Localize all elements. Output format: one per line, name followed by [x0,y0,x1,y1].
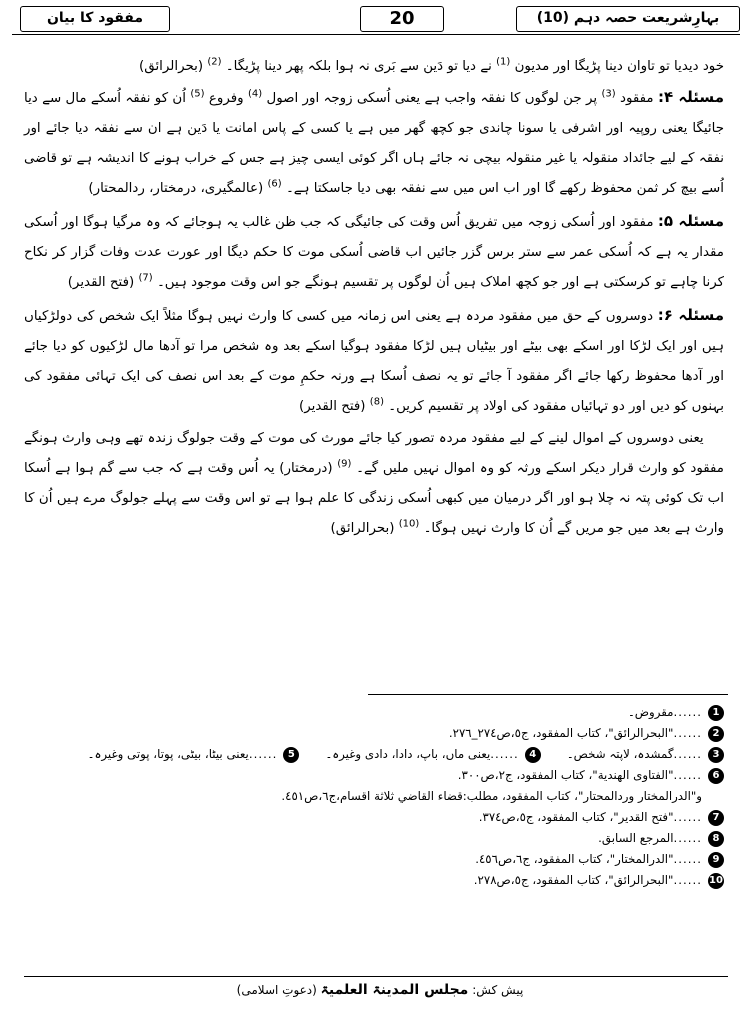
footnote-number[interactable]: 10 [708,873,724,889]
footnote-text: "الفتاوى الهندية"، كتاب المفقود، ج٢،ص٣٠٠. [457,768,674,782]
footnote-number[interactable]: 3 [708,747,724,763]
masala-4 [24,82,724,204]
source-citation: (بحرالرائق) [330,521,395,536]
book-title: بہارِشریعت حصہ دہم (10) [516,6,740,32]
footnote-5 [88,744,300,765]
footnote-8 [24,828,724,849]
footnote-ref[interactable]: (7) [138,272,153,284]
footnote-ref[interactable]: (1) [496,56,511,68]
explanation-paragraph [24,424,724,544]
footnote-divider [368,694,728,695]
chapter-title: مفقود کا بیان [20,6,170,32]
publisher-name: مجلس المدینۃ العلمیۃ [320,982,469,998]
page-footer [230,978,530,1004]
footnote-ref[interactable]: (3) [601,88,616,100]
leader-dots: ...... [248,747,278,761]
footnote-3 [567,744,724,765]
text: یہ اُس وقت ہے کہ جب سے گم ہوا ہے اُسکا اب تک کوئی پتہ نہ چلا ہو اور اگر درمیان میں کبھی اُسکی زندگی کا علم ہوا ہے تو اس وقت سے پہلے جولوگ مرے ہیں اُن کا وارث ہے بعد میں جو مریں گے اُن کا وارث نہیں ہوگا۔ [24,461,724,536]
footnote-text: "البحرالرائق"، كتاب المفقود، ج٥،ص٢٧٨. [473,873,674,887]
leader-dots: ...... [673,810,702,824]
footnote-ref[interactable]: (5) [190,88,205,100]
header-divider [12,34,740,35]
source-citation: (عالمگیری، درمختار، ردالمحتار) [88,181,264,196]
footnote-ref[interactable]: (10) [398,518,420,530]
leader-dots: ...... [673,831,702,845]
footnote-text: مقروض۔ [627,705,674,719]
footnote-number[interactable]: 4 [525,747,541,763]
masala-label: مسئلہ ۵: [657,212,725,230]
footnote-ref[interactable]: (6) [267,178,282,190]
footer-divider [24,976,728,977]
footnote-number[interactable]: 1 [708,705,724,721]
text: نے دیا تو دَین سے بَری نہ ہوا بلکہ پھر دینا پڑیگا۔ [225,59,492,74]
source-citation: (بحرالرائق) [139,59,204,74]
footnote-10 [24,870,724,891]
footnote-number[interactable]: 5 [283,747,299,763]
footnote-9 [24,849,724,870]
main-text [24,52,724,544]
leader-dots: ...... [673,747,702,761]
masala-label: مسئلہ ۶: [657,306,725,324]
masala-5 [24,206,724,298]
footnote-number[interactable]: 7 [708,810,724,826]
source-citation: (فتح القدیر) [67,275,135,290]
page-number: 20 [360,6,444,32]
footnote-number[interactable]: 2 [708,726,724,742]
footnote-ref[interactable]: (9) [337,458,352,470]
text: مفقود [619,91,654,106]
leader-dots: ...... [490,747,519,761]
footnote-ref[interactable]: (4) [247,88,263,100]
footnote-ref[interactable]: (8) [369,396,384,408]
text: خود دیدیا تو تاوان دینا پڑیگا اور مدیون [514,59,724,74]
footnote-3-4-5 [24,744,724,765]
footnote-1 [24,702,724,723]
leader-dots: ...... [673,768,702,782]
footnote-7 [24,807,724,828]
footer-prefix: پیش کش: [472,983,524,997]
footnote-text: گمشدہ، لاپتہ شخص۔ [566,747,674,761]
footnote-number[interactable]: 8 [708,831,724,847]
footnote-6-continuation [24,786,724,807]
footnote-text: یعنی ماں، باپ، دادا، دادی وغیرہ۔ [325,747,491,761]
publisher-affiliation: (دعوتِ اسلامی) [236,983,317,997]
leader-dots: ...... [673,852,702,866]
footnote-text: یعنی بیٹا، بیٹی، پوتا، پوتی وغیرہ۔ [87,747,249,761]
text: وفروع [208,91,244,106]
page-header [12,4,740,36]
footnote-number[interactable]: 9 [708,852,724,868]
footnote-text: "فتح القدير"، كتاب المفقود، ج٥،ص٣٧٤. [478,810,674,824]
text: پر جن لوگوں کا نفقہ واجب ہے یعنی اُسکی زوجہ اور اصول [266,91,598,106]
text: مفقود اور اُسکی زوجہ میں تفریق اُس وقت کی جائیگی کہ جب ظن غالب یہ ہوجائے کہ وہ مرگیا ہوگا اور اُسکی مقدار یہ ہے کہ اُسکی عمر سے ستر برس گزر جائیں اب قاضی اُسکی موت کا حکم دیگا اور عورت عدت وفات گزار کر نکاح کرنا چاہے تو کرسکتی ہے اور جو کچھ املاک ہیں اُن لوگوں پر تقسیم ہونگے جو اس وقت موجود ہیں۔ [24,215,724,290]
leader-dots: ...... [673,705,702,719]
masala-label: مسئلہ ۴: [657,88,724,106]
text: یعنی دوسروں کے اموال لینے کے لیے مفقود مردہ تصور کیا جائے مورث کی موت کے وقت جولوگ زندہ تھے وہی وارث ہونگے مفقود کو وارث قرار دیکر اسکے ورثہ کو وہ اموال نہیں ملیں گے۔ [24,431,724,476]
leader-dots: ...... [673,873,702,887]
footnotes [24,702,724,891]
footnote-text: "الدرالمختار"، كتاب المفقود، ج٦،ص٤٥٦. [475,852,674,866]
text: دوسروں کے حق میں مفقود مردہ ہے یعنی اس زمانہ میں کسی کا وارث نہیں ہوگا مثلاً ایک شخص کی دولڑکیاں ہیں اور ایک لڑکا اور اسکے بھی بیٹے اور بیٹیاں ہیں لڑکا مفقود ہوگیا اسکے بعد وہ شخص مرا تو آدھا مال لڑکیوں کو دیا جائے اور آدھا محفوظ رکھا جائے اگر مفقود آ جائے تو یہ نصف اُسکا ہے ورنہ حکمِ موت کے بعد اس نصف کی ایک تہائی مفقود کی بہنوں کو دیں اور دو تہائیاں مفقود کی اولاد پر تقسیم کریں۔ [24,309,724,414]
source-citation: (درمختار) [279,461,333,476]
source-citation: (فتح القدیر) [299,399,366,414]
footnote-4 [325,744,540,765]
leader-dots: ...... [673,726,702,740]
footnote-2 [24,723,724,744]
footnote-ref[interactable]: (2) [207,56,222,68]
footnote-number[interactable]: 6 [708,768,724,784]
footnote-6 [24,765,724,786]
footnote-text: المرجع السابق. [598,831,674,845]
text: اُن کو نفقہ اُسکے مال سے دیا جائیگا یعنی روپیہ اور اشرفی یا سونا چاندی جو کچھ گھر میں ہے یا کسی کے پاس امانت یا دَین ہے ان سے نفقہ دیا جائے اور نفقہ کے لیے جائداد منقولہ یا غیر منقولہ بیچی نہ جائے ہاں اگر کوئی ایسی چیز ہے جس کے خراب ہونے کا اندیشہ ہے تو قاضی اُسے بیچ کر ثمن محفوظ رکھے گا اور اب اس میں سے نفقہ بھی دیا جاسکتا ہے۔ [24,91,724,196]
footnote-text: "البحرالرائق"، كتاب المفقود، ج٥،ص٢٧٤_٢٧٦. [448,726,674,740]
masala-6 [24,300,724,422]
footnote-text: و"الدرالمختار وردالمحتار"، كتاب المفقود، مطلب:قضاء القاضي ثلاثة اقسام،ج٦،ص٤٥١. [281,789,702,803]
paragraph-continuation [24,52,724,82]
